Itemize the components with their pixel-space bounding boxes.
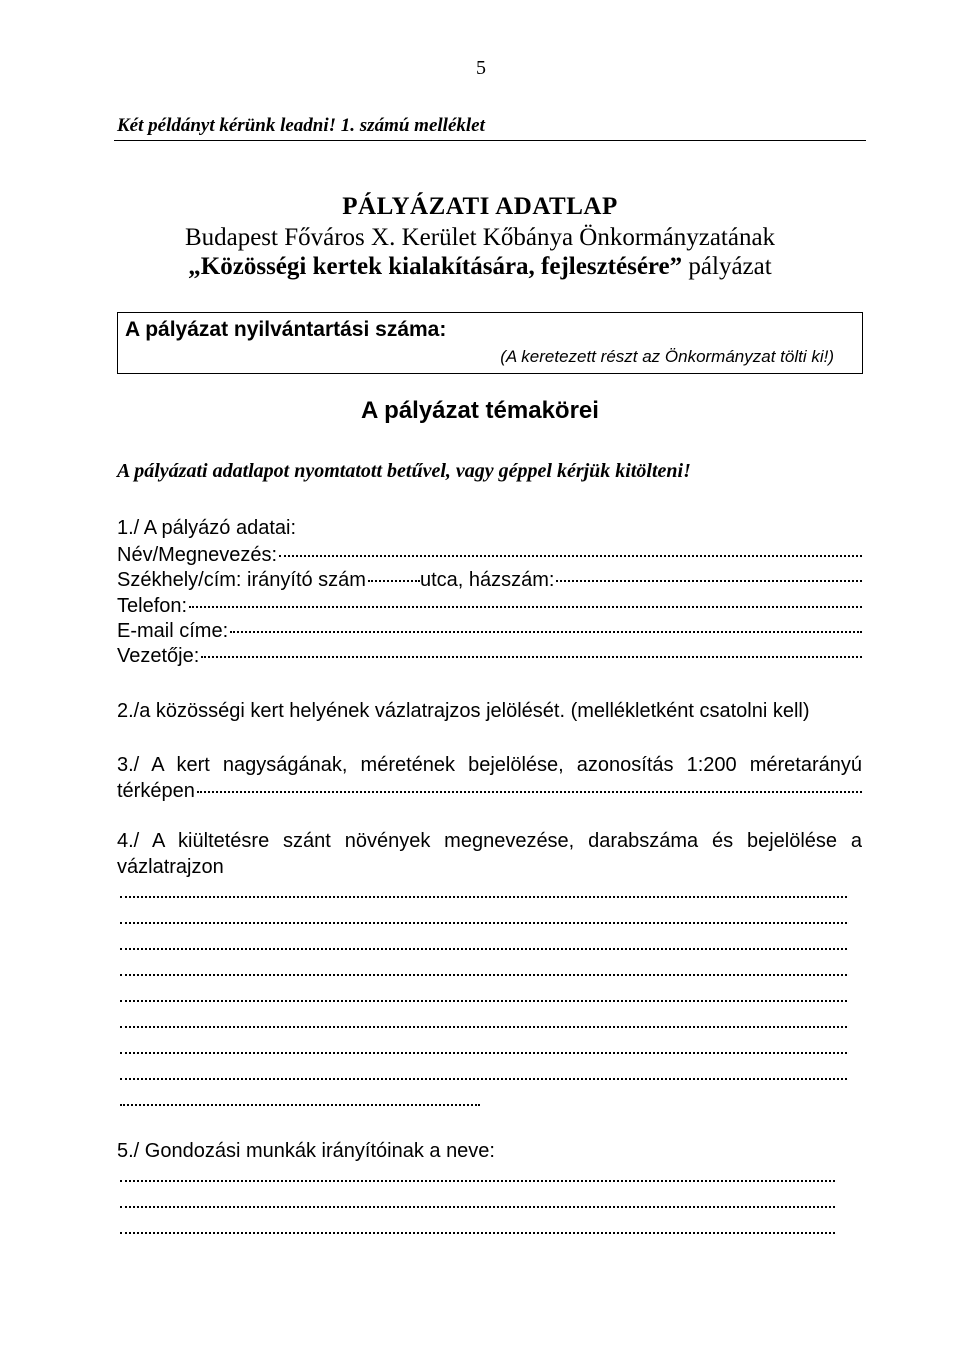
zip-dotted-line bbox=[368, 580, 420, 582]
item-5: 5./ Gondozási munkák irányítóinak a neve: bbox=[117, 1140, 495, 1162]
form-program-title bbox=[0, 253, 960, 281]
map-dotted-line bbox=[197, 791, 862, 793]
program-name: „Közösségi kertek kialakítására, fejlesztésére” bbox=[188, 253, 683, 280]
registration-note: (A keretezett részt az Önkormányzat tölti ki!) bbox=[500, 347, 834, 366]
plants-dotted-line[interactable] bbox=[120, 896, 847, 898]
applicant-heading: 1./ A pályázó adatai: bbox=[117, 517, 297, 539]
plants-dotted-line[interactable] bbox=[120, 974, 847, 976]
name-field[interactable] bbox=[117, 544, 862, 567]
leader-label: Vezetője: bbox=[117, 645, 200, 667]
header-rule bbox=[114, 140, 866, 141]
phone-field[interactable] bbox=[117, 595, 862, 618]
plants-dotted-line[interactable] bbox=[120, 922, 847, 924]
page-number: 5 bbox=[476, 57, 486, 79]
street-label: utca, házszám: bbox=[419, 569, 555, 591]
address-field[interactable] bbox=[117, 569, 862, 592]
phone-label: Telefon: bbox=[117, 595, 188, 617]
supervisor-dotted-line[interactable] bbox=[120, 1180, 835, 1182]
name-dotted-line bbox=[279, 555, 862, 557]
item-3-line1: 3./ A kert nagyságának, méretének bejelölése, azonosítás 1:200 méretarányú bbox=[117, 754, 862, 776]
plants-dotted-line[interactable] bbox=[120, 1000, 847, 1002]
item-3-line2: térképen bbox=[117, 780, 195, 802]
supervisor-dotted-line[interactable] bbox=[120, 1206, 835, 1208]
plants-dotted-line[interactable] bbox=[120, 1052, 847, 1054]
name-label: Név/Megnevezés: bbox=[117, 544, 278, 566]
street-dotted-line bbox=[556, 580, 862, 582]
item-3-field[interactable] bbox=[117, 780, 862, 803]
section-title: A pályázat témakörei bbox=[361, 397, 599, 424]
address-label: Székhely/cím: irányító szám bbox=[117, 569, 366, 591]
header-note: Két példányt kérünk leadni! 1. számú melléklet bbox=[117, 115, 485, 136]
registration-label: A pályázat nyilvántartási száma: bbox=[125, 318, 447, 341]
form-title: PÁLYÁZATI ADATLAP bbox=[342, 193, 618, 220]
plants-dotted-line[interactable] bbox=[120, 1078, 847, 1080]
item-4-line2: vázlatrajzon bbox=[117, 856, 224, 878]
plants-dotted-line[interactable] bbox=[120, 1026, 847, 1028]
email-label: E-mail címe: bbox=[117, 620, 229, 642]
registration-box bbox=[117, 312, 863, 374]
form-subtitle: Budapest Főváros X. Kerület Kőbánya Önkormányzatának bbox=[184, 224, 776, 251]
leader-dotted-line bbox=[201, 656, 862, 658]
program-suffix: pályázat bbox=[682, 253, 772, 280]
plants-dotted-line[interactable] bbox=[120, 1104, 480, 1106]
supervisor-dotted-line[interactable] bbox=[120, 1232, 835, 1234]
leader-field[interactable] bbox=[117, 645, 862, 668]
email-field[interactable] bbox=[117, 620, 862, 643]
item-2: 2./a közösségi kert helyének vázlatrajzos jelölését. (mellékletként csatolni kell) bbox=[117, 700, 810, 722]
fill-instruction: A pályázati adatlapot nyomtatott betűvel, vagy géppel kérjük kitölteni! bbox=[117, 460, 691, 482]
plants-dotted-line[interactable] bbox=[120, 948, 847, 950]
email-dotted-line bbox=[230, 631, 862, 633]
item-4-line1: 4./ A kiültetésre szánt növények megnevezése, darabszáma és bejelölése a bbox=[117, 830, 862, 852]
phone-dotted-line bbox=[189, 606, 862, 608]
